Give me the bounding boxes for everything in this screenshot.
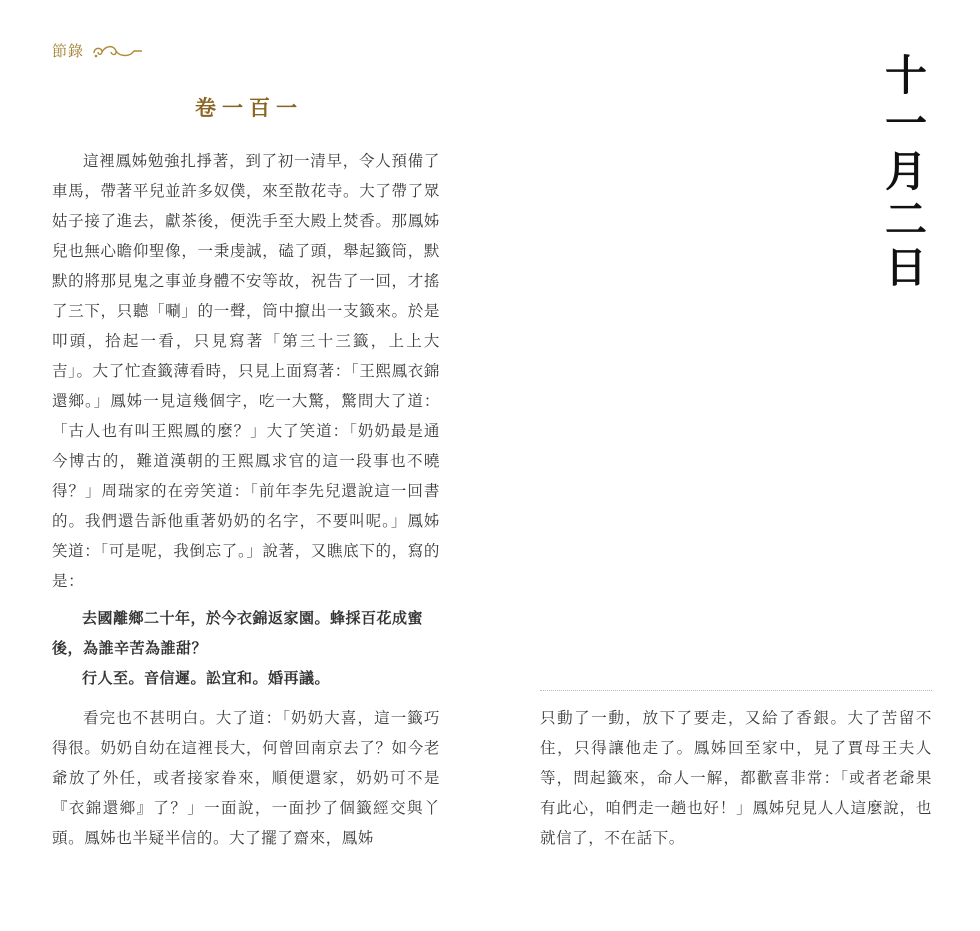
cloud-scroll-ornament-icon xyxy=(90,41,144,61)
date-char: 十 xyxy=(884,51,927,100)
poem-line-2: 行人至。音信遲。訟宜和。婚再議。 xyxy=(82,669,331,687)
section-header xyxy=(52,40,144,61)
main-paragraph: 這裡鳳姊勉強扎掙著，到了初一清早，令人預備了車馬，帶著平兒並許多奴僕，來至散花寺。大了帶了眾姑子接了進去，獻茶後，便洗手至大殿上焚香。那鳳姊兒也無心瞻仰聖像，一秉虔誠，磕了頭，舉起籤筒，默默的將那見鬼之事並身體不安等故，祝告了一回，才搖了三下，只聽「唰」的一聲，筒中攛出一支籤來。於是叩頭，拾起一看，只見寫著「第三十三籤，上上大吉」。大了忙查籤薄看時，只見上面寫著：「王熙鳳衣錦還鄉。」鳳姊一見這幾個字，吃一大驚，驚問大了道：「古人也有叫王熙鳳的麼？」大了笑道：「奶奶最是通今博古的，難道漢朝的王熙鳳求官的這一段事也不曉得？」周瑞家的在旁笑道：「前年李先兒還說這一回書的。我們還告訴他重著奶奶的名字，不要叫呢。」鳳姊笑道：「可是呢，我倒忘了。」說著，又瞧底下的，寫的是： xyxy=(52,152,440,590)
dotted-divider xyxy=(540,690,932,691)
date-char: 二 xyxy=(884,195,927,244)
date-char: 月 xyxy=(884,147,927,196)
date-vertical xyxy=(880,52,932,292)
continuation-left-block xyxy=(52,703,440,853)
poem-line-1: 去國離鄉二十年，於今衣錦返家園。蜂採百花成蜜後，為誰辛苦為誰甜？ xyxy=(52,609,424,657)
excerpt-label: 節錄 xyxy=(52,42,85,60)
continuation-left-paragraph: 看完也不甚明白。大了道：「奶奶大喜，這一籤巧得很。奶奶自幼在這裡長大，何曾回南京去了？如今老爺放了外任，或者接家眷來，順便還家，奶奶可不是『衣錦還鄉』了？」一面說，一面抄了個籤經交與丫頭。鳳姊也半疑半信的。大了擺了齋來，鳳姊 xyxy=(52,709,440,847)
chapter-title: 卷一百一 xyxy=(195,95,303,120)
continuation-right-paragraph: 只動了一動，放下了要走，又給了香銀。大了苦留不住，只得讓他走了。鳳姊回至家中，見了賈母王夫人等，問起籤來，命人一解，都歡喜非常：「或者老爺果有此心，咱們走一趟也好！」鳳姊兒見人人這麼說，也就信了，不在話下。 xyxy=(540,709,932,847)
date-char: 日 xyxy=(884,243,927,292)
main-text-block xyxy=(52,146,440,596)
oracle-poem xyxy=(52,603,440,693)
continuation-right-block xyxy=(540,703,932,853)
date-char: 一 xyxy=(884,99,927,148)
